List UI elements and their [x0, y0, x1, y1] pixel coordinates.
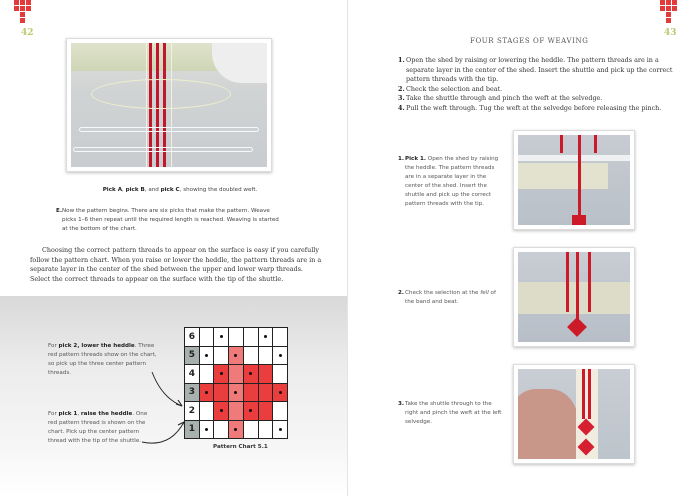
page-number: 43: [664, 28, 677, 38]
pattern-cell: [273, 328, 287, 346]
pattern-cell: [259, 365, 273, 383]
weaving-photo-picks-abc: [66, 38, 272, 172]
pattern-cell: [200, 402, 214, 420]
pattern-cell: [273, 384, 287, 402]
left-page: [0, 0, 347, 496]
pattern-cell: [229, 402, 243, 420]
stages-list: [398, 56, 683, 114]
pattern-cell: [259, 347, 273, 365]
thread-dot-icon: [220, 409, 223, 412]
thread-dot-icon: [220, 335, 223, 338]
photo-step-3: [513, 364, 635, 464]
red-cross-ornament-icon: [660, 0, 684, 24]
pattern-cell: [229, 365, 243, 383]
pattern-cell: [229, 328, 243, 346]
thread-dot-icon: [264, 335, 267, 338]
pattern-cell: [244, 421, 258, 439]
pattern-cell: [259, 328, 273, 346]
thread-dot-icon: [205, 391, 208, 394]
pattern-cell: [200, 365, 214, 383]
stage-item: 4. Pull the weft through. Tug the weft at the selvedge before releasing the pinch.: [398, 104, 662, 113]
pattern-cell: [273, 402, 287, 420]
pick-number-label: 1: [185, 421, 199, 439]
thread-dot-icon: [234, 428, 237, 431]
pattern-cell: [259, 384, 273, 402]
note-pick-2: For pick 2, lower the heddle. Three red pattern threads show on the chart, so pick up the three center pattern threads.: [48, 343, 157, 377]
pattern-cell: [214, 365, 228, 383]
thread-dot-icon: [205, 354, 208, 357]
pattern-cell: [244, 384, 258, 402]
pattern-cell: [273, 347, 287, 365]
pattern-cell: [200, 384, 214, 402]
pattern-cell: [244, 328, 258, 346]
pattern-cell: [259, 421, 273, 439]
thread-dot-icon: [234, 354, 237, 357]
stage-item: 1. Open the shed by raising or lowering the heddle. The pattern threads are in a separate layer in the center of the shed. Insert the shuttle and pick up the correct pattern threads with the tip.: [398, 56, 673, 84]
section-title: FOUR STAGES OF WEAVING: [470, 37, 589, 45]
pick-number-label: 3: [185, 384, 199, 402]
red-cross-ornament-icon: [14, 0, 38, 24]
pattern-cell: [214, 384, 228, 402]
pattern-chart-grid: [184, 327, 288, 439]
photo-caption: Pick A, pick B, and pick C, showing the doubled weft.: [102, 187, 258, 193]
pattern-cell: [229, 384, 243, 402]
pattern-cell: [229, 421, 243, 439]
pick-number-label: 5: [185, 347, 199, 365]
photo-step-1: [513, 130, 635, 230]
arrow-to-pick-1-icon: [140, 418, 190, 448]
thread-dot-icon: [234, 391, 237, 394]
thread-dot-icon: [220, 372, 223, 375]
photo-step-2: [513, 247, 635, 347]
pick-number-label: 6: [185, 328, 199, 346]
pattern-cell: [214, 402, 228, 420]
step-2: 2. Check the selection at the fell of the band and beat.: [398, 290, 496, 306]
stage-item: 3. Take the shuttle through and pinch the weft at the selvedge.: [398, 94, 603, 103]
pattern-cell: [214, 328, 228, 346]
step-e: E. Now the pattern begins. There are six picks that make the pattern. Weave picks 1–6 then repeat until the required length is reached. Weaving is started at the bottom of the chart.: [56, 208, 279, 232]
pattern-cell: [200, 347, 214, 365]
thread-dot-icon: [205, 428, 208, 431]
chart-caption: Pattern Chart 5.1: [213, 444, 268, 450]
pick-number-label: 4: [185, 365, 199, 383]
pattern-cell: [200, 421, 214, 439]
thread-dot-icon: [249, 372, 252, 375]
pattern-cell: [229, 347, 243, 365]
pattern-cell: [273, 365, 287, 383]
stage-item: 2. Check the selection and beat.: [398, 84, 503, 93]
pattern-cell: [244, 347, 258, 365]
step-3: 3. Take the shuttle through to the right and pinch the weft at the left selvedge.: [398, 401, 502, 426]
pattern-cell: [244, 365, 258, 383]
pattern-cell: [273, 421, 287, 439]
body-paragraph: Choosing the correct pattern threads to appear on the surface is easy if you carefully follow the pattern chart. When you raise or lower the heddle, the pattern threads are in a separate layer in the center of the shed between the upper and lower warp threads. Select the correct threads to appear on the surface with the tip of the shuttle.: [30, 246, 322, 284]
thread-dot-icon: [279, 354, 282, 357]
pattern-cell: [259, 402, 273, 420]
pattern-cell: [214, 347, 228, 365]
pick-number-label: 2: [185, 402, 199, 420]
step-1: 1. Pick 1. Open the shed by raising the heddle. The pattern threads are in a separate layer in the center of the shed. Insert the shuttle and pick up the correct pattern threads with the tip.: [398, 156, 499, 208]
note-pick-1: For pick 1, raise the heddle. One red pattern thread is shown on the chart. Pick up the center pattern thread with the tip of the shuttle.: [48, 411, 148, 445]
pattern-cell: [200, 328, 214, 346]
pattern-cell: [214, 421, 228, 439]
thread-dot-icon: [279, 428, 282, 431]
page-number: 42: [21, 28, 34, 38]
thread-dot-icon: [279, 391, 282, 394]
pattern-cell: [244, 402, 258, 420]
thread-dot-icon: [249, 409, 252, 412]
